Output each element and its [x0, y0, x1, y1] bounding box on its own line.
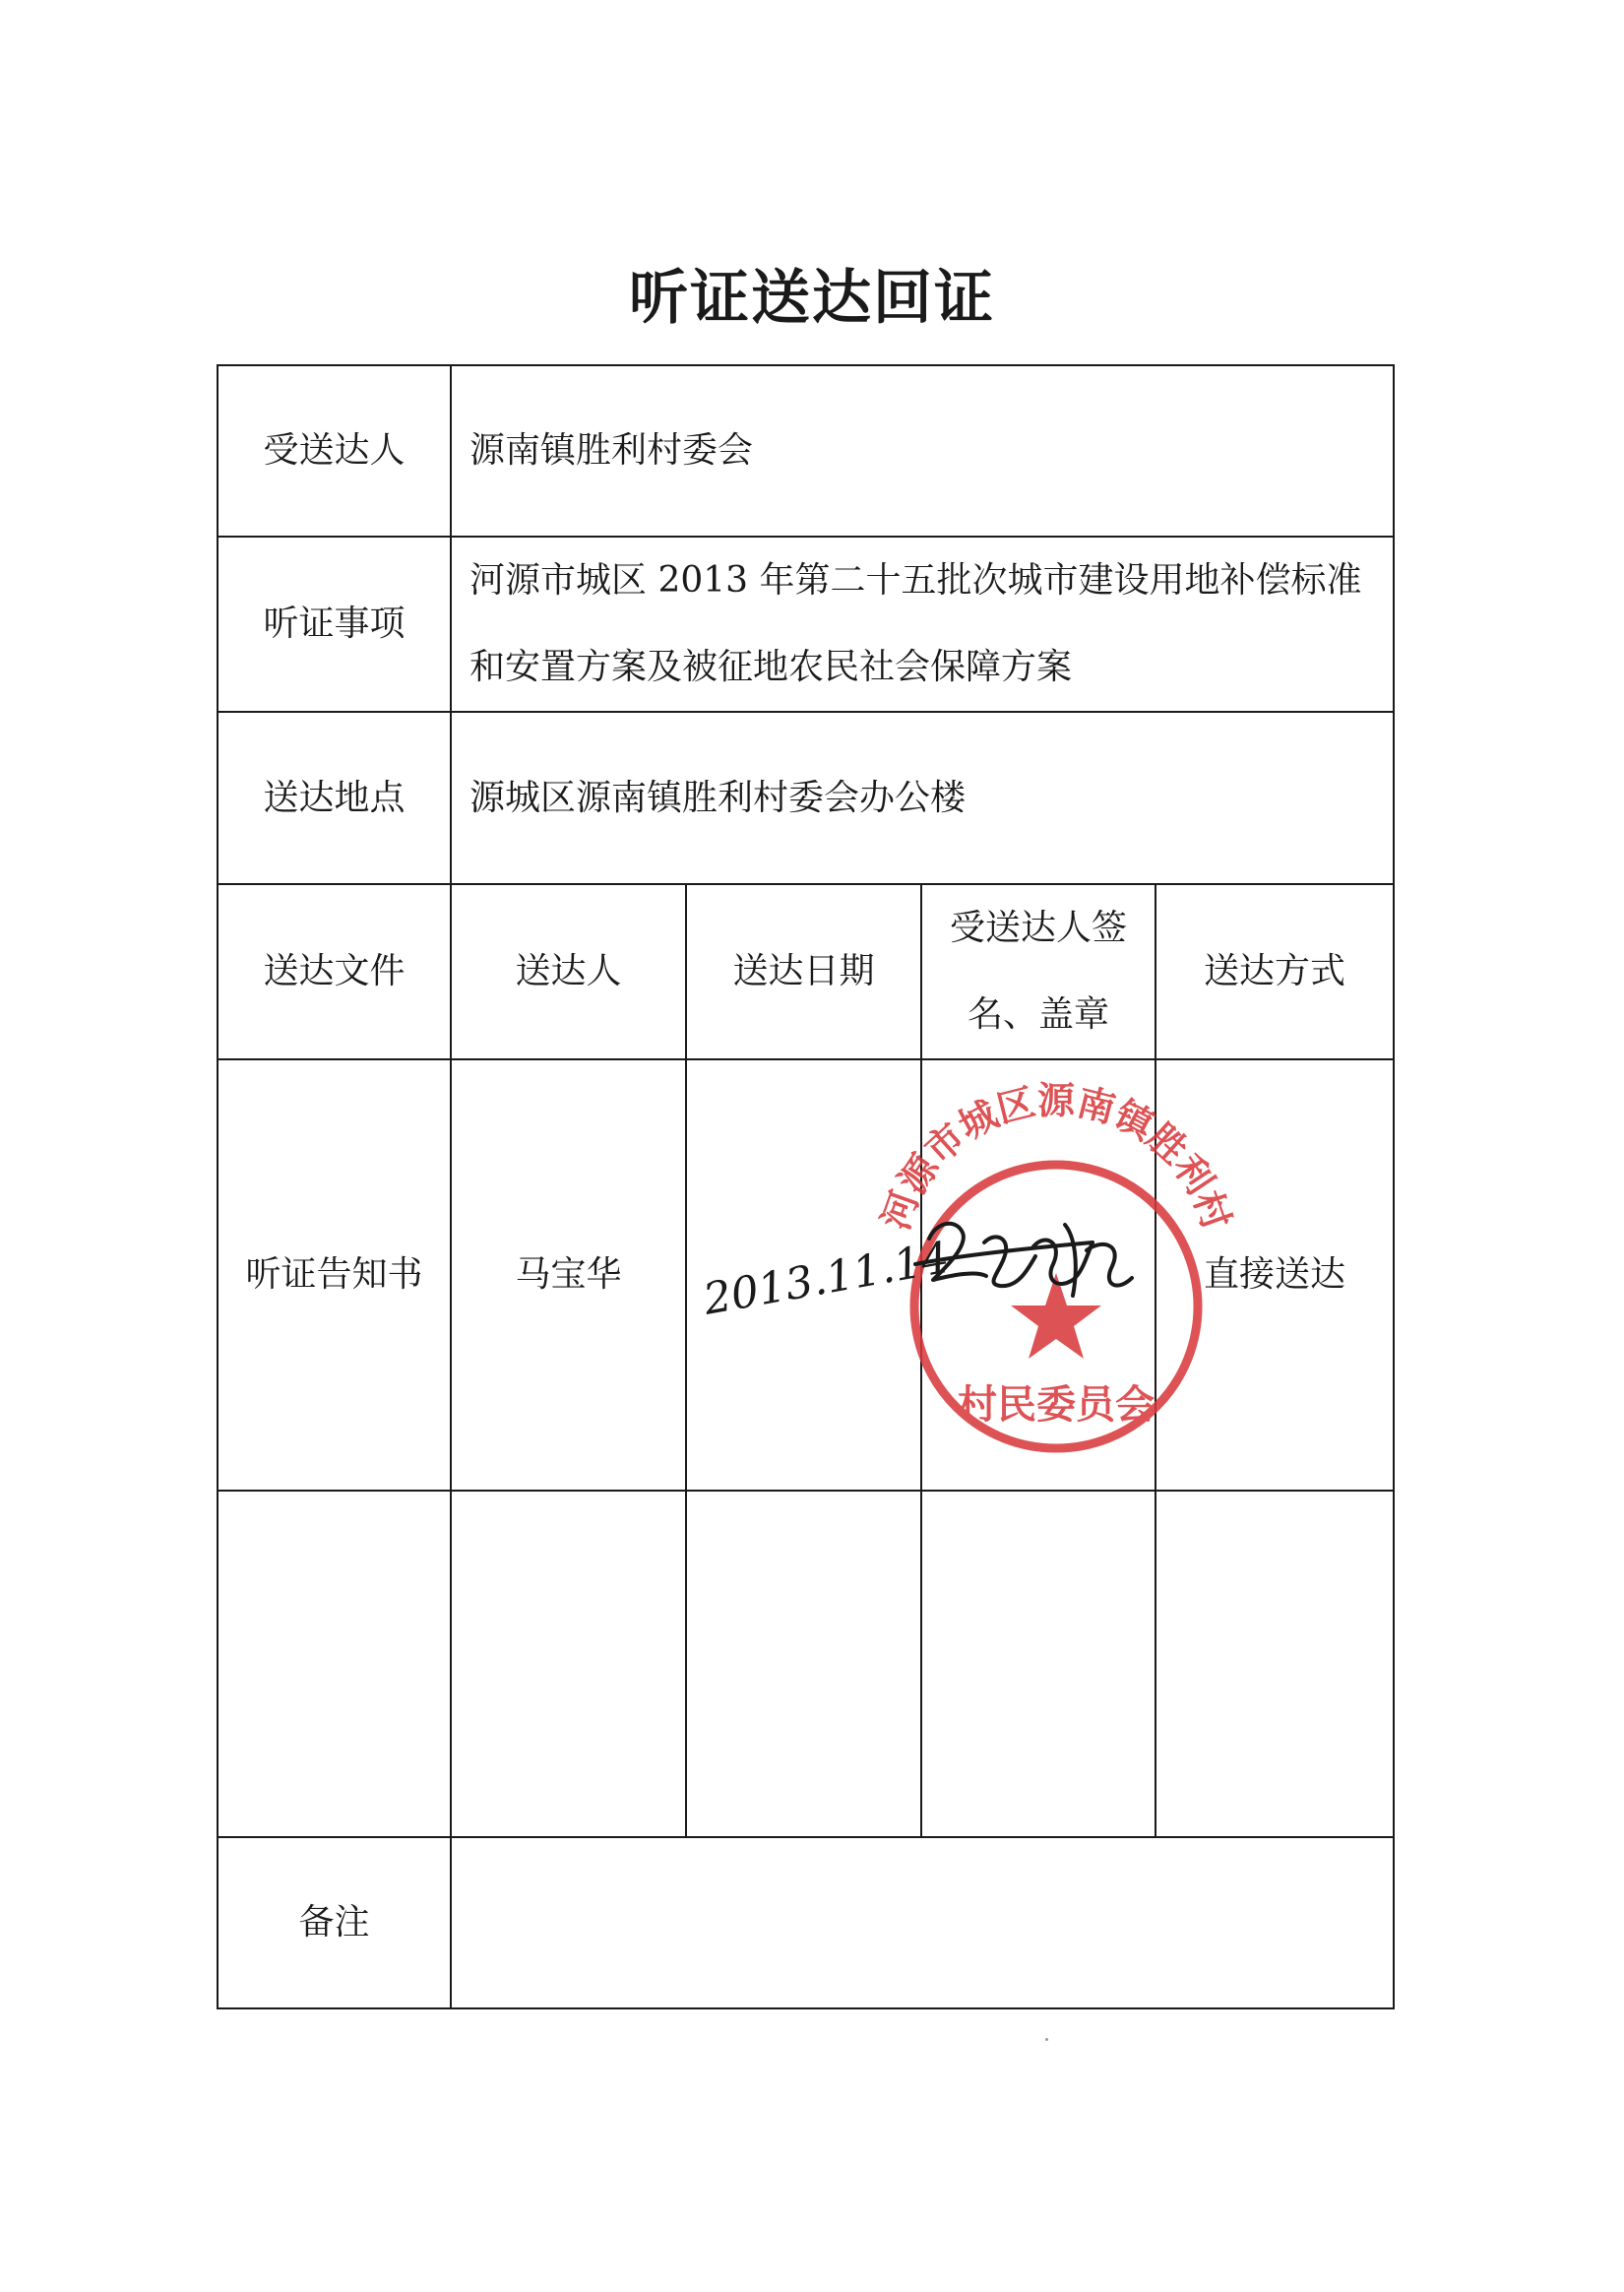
- remarks-value: [451, 1837, 1394, 2008]
- row-location: [218, 712, 1394, 884]
- header-date: 送达日期: [686, 884, 921, 1059]
- svg-text:2013.11.14: 2013.11.14: [700, 1232, 954, 1325]
- location-label: 送达地点: [218, 712, 451, 884]
- recipient-label: 受送达人: [218, 365, 451, 537]
- header-server: 送达人: [451, 884, 686, 1059]
- page-title: 听证送达回证: [629, 264, 995, 333]
- seal-bottom-text: 村民委员会: [958, 1382, 1155, 1428]
- blank-cell: [686, 1491, 921, 1837]
- seal-top-text: 河源市城区源南镇胜利村: [873, 1078, 1239, 1236]
- entry-date-cell: [686, 1059, 921, 1491]
- entry-method: 直接送达: [1156, 1059, 1394, 1491]
- scan-speck: [1045, 2038, 1048, 2041]
- blank-cell: [1156, 1491, 1394, 1837]
- row-matter: [218, 537, 1394, 712]
- location-value: 源城区源南镇胜利村委会办公楼: [451, 712, 1394, 884]
- row-entry: [218, 1059, 1394, 1491]
- blank-cell: [451, 1491, 686, 1837]
- header-signature: 受送达人签名、盖章: [921, 884, 1156, 1059]
- row-remarks: [218, 1837, 1394, 2008]
- header-method: 送达方式: [1156, 884, 1394, 1059]
- recipient-value: 源南镇胜利村委会: [451, 365, 1394, 537]
- remarks-label: 备注: [218, 1837, 451, 2008]
- blank-cell: [921, 1491, 1156, 1837]
- header-document: 送达文件: [218, 884, 451, 1059]
- receipt-form-table: [217, 364, 1395, 2009]
- entry-signature-cell: [921, 1059, 1156, 1491]
- matter-label: 听证事项: [218, 537, 451, 712]
- matter-value: 河源市城区 2013 年第二十五批次城市建设用地补偿标准和安置方案及被征地农民社会保障方案: [451, 537, 1394, 712]
- entry-server: 马宝华: [451, 1059, 686, 1491]
- blank-cell: [218, 1491, 451, 1837]
- row-blank: [218, 1491, 1394, 1837]
- entry-document: 听证告知书: [218, 1059, 451, 1491]
- row-recipient: [218, 365, 1394, 537]
- row-column-headers: [218, 884, 1394, 1059]
